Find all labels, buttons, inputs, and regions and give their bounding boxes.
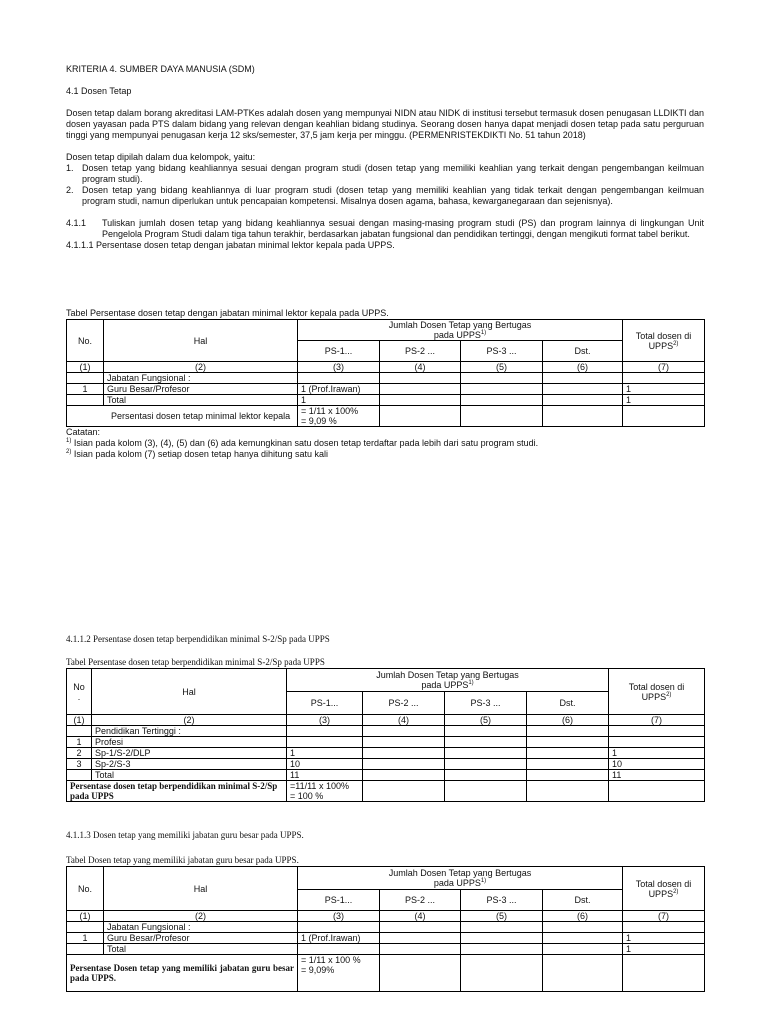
header-hal: Hal <box>104 320 298 362</box>
header-total: Total dosen di UPPS$^{2)}$ <box>609 669 705 715</box>
table3 <box>66 866 705 992</box>
table-row: (1) (2) (3) (4) (5) (6) (7) <box>67 362 705 373</box>
header-no: No . <box>67 669 92 715</box>
table-row: 2 Sp-1/S-2/DLP 1 1 <box>67 748 705 759</box>
header-dst: Dst. <box>543 890 623 911</box>
header-jumlah: Jumlah Dosen Tetap yang Bertugas pada UPPS$^{1)}$ <box>298 320 623 341</box>
header-jumlah: Jumlah Dosen Tetap yang Bertugas pada UPPS$^{1)}$ <box>298 867 623 890</box>
table-row: Total 1 1 <box>67 395 705 406</box>
header-no: No. <box>67 867 104 911</box>
item-4-1-1-3: 4.1.1.3 Dosen tetap yang memiliki jabatan guru besar pada UPPS. <box>66 830 304 840</box>
table-row: (1) (2) (3) (4) (5) (6) (7) <box>67 715 705 726</box>
table-row: Persentase Dosen tetap yang memiliki jabatan guru besar pada UPPS. = 1/11 x 100 % = 9,09% <box>67 955 705 992</box>
header-total: Total dosen di UPPS$^{2)}$ <box>623 320 705 362</box>
item-4-1-1-2: 4.1.1.2 Persentase dosen tetap berpendidikan minimal S-2/Sp pada UPPS <box>66 634 330 644</box>
groups-intro: Dosen tetap dipilah dalam dua kelompok, yaitu: <box>66 152 256 162</box>
header-hal: Hal <box>92 669 287 715</box>
section-title: 4.1 Dosen Tetap <box>66 86 132 96</box>
table2-section <box>66 634 704 802</box>
item-4-1-1: 4.1.1 Tuliskan jumlah dosen tetap yang bidang keahliannya sesuai dengan masing-masing program studi (PS) dan program lainnya di lingkungan Unit Pengelola Program Studi dalam tiga tahun terakhir, berdasarkan jabatan fungsional dan pendidikan tertinggi, dengan mengikuti format tabel berikut. <box>66 218 704 239</box>
table-row: 3 Sp-2/S-3 10 10 <box>67 759 705 770</box>
table-row: 1 Profesi <box>67 737 705 748</box>
header-ps1: PS-1... <box>287 692 363 715</box>
header-ps2: PS-2 ... <box>380 890 461 911</box>
header-hal: Hal <box>104 867 298 911</box>
header-ps2: PS-2 ... <box>380 341 461 362</box>
header-ps3: PS-3 ... <box>461 890 543 911</box>
header-no: No. <box>67 320 104 362</box>
table-row: Jabatan Fungsional : <box>67 922 705 933</box>
table-row: Persentase dosen tetap berpendidikan minimal S-2/Sp pada UPPS =11/11 x 100% = 100 % <box>67 781 705 802</box>
table1-notes: Catatan: $^{1)}$ Isian pada kolom (3), (4), (5) dan (6) ada kemungkinan satu dosen tetap terdaftar pada lebih dari satu program studi. $^{2)}$ Isian pada kolom (7) setiap dosen tetap hanya dihitung satu kali <box>66 427 539 459</box>
header-ps2: PS-2 ... <box>363 692 445 715</box>
table2 <box>66 668 705 802</box>
table-row: Total 11 11 <box>67 770 705 781</box>
header-ps1: PS-1... <box>298 890 380 911</box>
table3-caption: Tabel Dosen tetap yang memiliki jabatan guru besar pada UPPS. <box>66 855 299 865</box>
table1-caption: Tabel Persentase dosen tetap dengan jabatan minimal lektor kepala pada UPPS. <box>66 308 389 318</box>
header-jumlah: Jumlah Dosen Tetap yang Bertugas pada UPPS$^{1)}$ <box>287 669 609 692</box>
table-row: (1) (2) (3) (4) (5) (6) (7) <box>67 911 705 922</box>
table-row: 1 Guru Besar/Profesor 1 (Prof.Irawan) 1 <box>67 384 705 395</box>
intro-paragraph: Dosen tetap dalam borang akreditasi LAM-PTKes adalah dosen yang mempunyai NIDN atau NIDK di institusi tersebut termasuk dosen penugasan LLDIKTI dan dosen yayasan pada PTS dalam bidang yang relevan dengan keahlian bidang studinya. Seorang dosen hanya dapat menjadi dosen tetap pada satu perguruan tinggi yang mempunyai penugasan kerja 12 sks/semester, 37,5 jam kerja per minggu. (PERMENRISTEKDIKTI No. 51 tahun 2018) <box>66 108 704 140</box>
list-item: 1. Dosen tetap yang bidang keahliannya sesuai dengan program studi (dosen tetap yang memiliki keahlian yang terkait dengan pengembangan keilmuan program studi). <box>66 163 704 184</box>
document-heading: KRITERIA 4. SUMBER DAYA MANUSIA (SDM) <box>66 64 255 74</box>
table1 <box>66 319 705 427</box>
header-ps1: PS-1... <box>298 341 380 362</box>
table1-section <box>66 308 704 460</box>
table-row: Jabatan Fungsional : <box>67 373 705 384</box>
table-row: 1 Guru Besar/Profesor 1 (Prof.Irawan) 1 <box>67 933 705 944</box>
table-row: Persentasi dosen tetap minimal lektor kepala = 1/11 x 100% = 9,09 % <box>67 406 705 427</box>
header-ps3: PS-3 ... <box>445 692 527 715</box>
groups-list <box>66 163 704 207</box>
header-ps3: PS-3 ... <box>461 341 543 362</box>
item-4-1-1-1: 4.1.1.1 Persentase dosen tetap dengan jabatan minimal lektor kepala pada UPPS. <box>66 240 395 250</box>
table2-caption: Tabel Persentase dosen tetap berpendidikan minimal S-2/Sp pada UPPS <box>66 657 325 667</box>
table3-section <box>66 830 704 992</box>
list-item: 2. Dosen tetap yang bidang keahliannya di luar program studi (dosen tetap yang memiliki keahlian yang tidak terkait dengan pengembangan keilmuan program studi, namun diperlukan untuk pencapaian kompetensi. Misalnya dosen agama, bahasa, kewarganegaraan dan sejenisnya). <box>66 185 704 206</box>
table-row: Pendidikan Tertinggi : <box>67 726 705 737</box>
header-dst: Dst. <box>527 692 609 715</box>
table-row: Total 1 <box>67 944 705 955</box>
header-total: Total dosen di UPPS$^{2)}$ <box>623 867 705 911</box>
header-dst: Dst. <box>543 341 623 362</box>
intro-section <box>66 64 704 251</box>
